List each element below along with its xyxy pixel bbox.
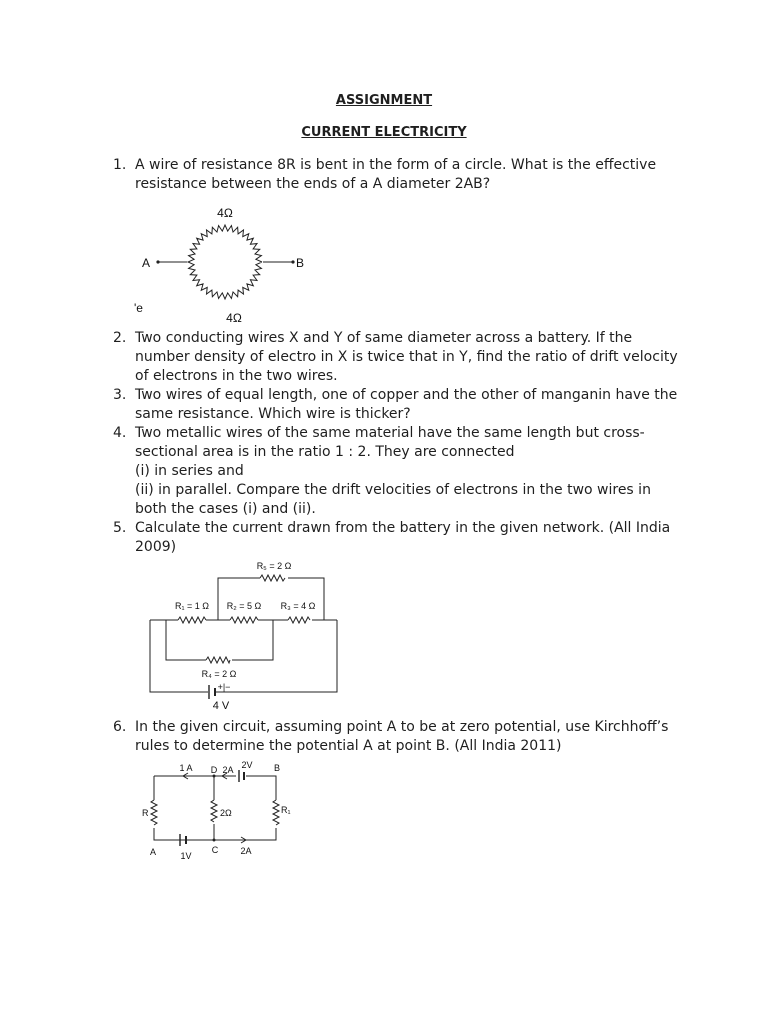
question-subpart: (ii) in parallel. Compare the drift velocities of electrons in the two wires in both the cases (i) and (ii). — [135, 482, 651, 517]
question-number: 4. — [113, 425, 127, 441]
question-6 — [113, 718, 683, 756]
terminal-a — [156, 260, 159, 263]
label-c: C — [211, 845, 219, 855]
question-number: 2. — [113, 330, 127, 346]
question-2 — [113, 329, 683, 386]
label-1v: 1V — [180, 851, 192, 861]
label-2a-top: 2A — [222, 765, 234, 775]
question-text: A wire of resistance 8R is bent in the form of a circle. What is the effective resistance between the ends of a A diameter 2AB? — [135, 157, 657, 192]
stray-text: 'e — [134, 301, 143, 315]
resistor-r3 — [288, 617, 310, 623]
question-number: 1. — [113, 157, 127, 173]
label-top-resistance: 4Ω — [217, 206, 233, 220]
question-text: Calculate the current drawn from the battery in the given network. (All India 2009) — [135, 520, 671, 555]
battery-voltage: 4 V — [212, 700, 230, 712]
label-2a-bottom: 2A — [240, 846, 252, 856]
question-text: Two metallic wires of the same material have the same length but cross-sectional area is in the ratio 1 : 2. They are connected — [135, 425, 645, 460]
resistor-r1 — [273, 800, 279, 825]
question-4 — [113, 424, 683, 519]
circle-resistance-figure — [130, 200, 320, 325]
label-r1: R₁ = 1 Ω — [174, 601, 210, 611]
label-r2: R₂ = 5 Ω — [226, 601, 262, 611]
question-5 — [113, 519, 683, 557]
resistor-r1 — [178, 617, 206, 623]
label-2ohm: 2Ω — [220, 808, 232, 818]
resistor-r — [151, 800, 157, 825]
label-a: A — [149, 847, 157, 857]
question-text: In the given circuit, assuming point A to be at zero potential, use Kirchhoff’s rules to determine the potential A at point B. (All India 2011) — [135, 719, 669, 754]
resistor-r4 — [206, 657, 230, 663]
label-1a: 1 A — [179, 763, 193, 773]
circuit-wires — [154, 776, 276, 840]
assignment-heading: ASSIGNMENT — [335, 93, 433, 108]
label-r4: R₄ = 2 Ω — [201, 669, 237, 679]
topic-heading: CURRENT ELECTRICITY — [301, 125, 467, 140]
question-3 — [113, 386, 683, 424]
label-b: B — [273, 763, 281, 773]
question-subpart: (i) in series and — [135, 463, 244, 479]
circular-zigzag-wire — [188, 225, 262, 299]
terminal-b — [291, 260, 294, 263]
resistor-r2 — [230, 617, 258, 623]
label-b: B — [296, 256, 305, 270]
network-wires — [150, 578, 337, 692]
label-r3: R₃ = 4 Ω — [280, 601, 316, 611]
question-number: 3. — [113, 387, 127, 403]
label-a: A — [142, 256, 151, 270]
node-c — [213, 839, 216, 842]
kirchhoff-circuit-figure — [138, 758, 298, 868]
question-1 — [113, 156, 683, 194]
question-text: Two conducting wires X and Y of same diameter across a battery. If the number density of electro in X is twice that in Y, find the ratio of drift velocity of electrons in the two wires. — [135, 330, 678, 384]
battery-signs: +|− — [217, 682, 231, 692]
label-r1: R₁ — [281, 805, 291, 815]
resistor-r5 — [260, 575, 285, 581]
label-2v: 2V — [241, 760, 253, 770]
question-text: Two wires of equal length, one of copper and the other of manganin have the same resistance. Which wire is thicker? — [135, 387, 678, 422]
label-r5: R₅ = 2 Ω — [256, 561, 292, 571]
question-number: 6. — [113, 719, 127, 735]
label-bottom-resistance: 4Ω — [226, 311, 242, 325]
label-d: D — [210, 765, 218, 775]
resistor-network-figure — [140, 556, 350, 716]
question-number: 5. — [113, 520, 127, 536]
label-r: R — [142, 808, 149, 818]
resistor-2ohm — [211, 800, 217, 822]
